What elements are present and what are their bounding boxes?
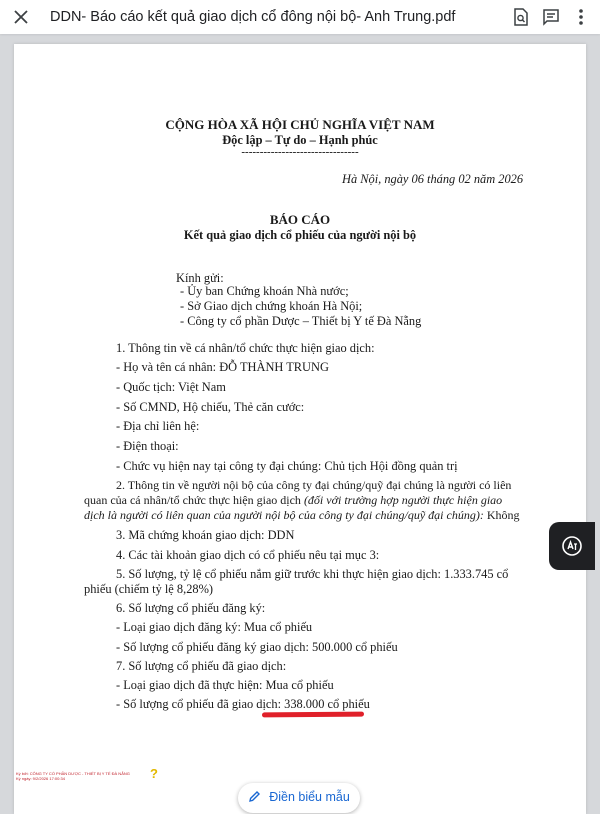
section-1-position: - Chức vụ hiện nay tại công ty đại chúng: Chủ tịch Hội đồng quản trị xyxy=(116,459,458,473)
section-7-type: - Loại giao dịch đã thực hiện: Mua cổ phiếu xyxy=(116,678,334,692)
section-7-quantity: - Số lượng cổ phiếu đã giao dịch: 338.000 cổ phiếu xyxy=(116,697,370,711)
section-1-address: - Địa chỉ liên hệ: xyxy=(116,419,200,433)
section-4: 4. Các tài khoản giao dịch có cổ phiếu nêu tại mục 3: xyxy=(116,548,380,562)
section-1-name: - Họ và tên cá nhân: ĐỖ THÀNH TRUNG xyxy=(116,360,329,374)
top-app-bar xyxy=(0,0,600,34)
section-2-line-3: dịch là người có liên quan của người nội bộ của công ty đại chúng/quỹ đại chúng): Không xyxy=(84,508,520,522)
section-2-line-2: quan của cá nhân/tổ chức thực hiện giao dịch (đối với trường hợp người thực hiện giao xyxy=(84,493,503,507)
digital-signature-stamp: Ký bởi: CÔNG TY CỔ PHẦN DƯỢC - THIẾT BỊ Y TẾ ĐÀ NẴNG Ký ngày: 9/2/2026 17:00:34 xyxy=(16,771,130,781)
comment-icon[interactable] xyxy=(540,6,562,28)
section-5-line-1: 5. Số lượng, tỷ lệ cổ phiếu nắm giữ trước khi thực hiện giao dịch: 1.333.745 cổ xyxy=(116,567,509,581)
place-date: Hà Nội, ngày 06 tháng 02 năm 2026 xyxy=(342,172,524,186)
more-vert-icon[interactable] xyxy=(570,6,592,28)
pdf-page[interactable] xyxy=(14,44,586,814)
edit-pencil-icon xyxy=(248,790,261,803)
section-5-line-2: phiếu (chiếm tỷ lệ 8,28%) xyxy=(84,582,214,596)
search-document-icon[interactable] xyxy=(510,6,532,28)
signature-question-mark: ? xyxy=(150,766,158,781)
document-title: DDN- Báo cáo kết quả giao dịch cổ đông nội bộ- Anh Trung.pdf xyxy=(50,9,456,25)
recipient-2: - Sở Giao dịch chứng khoán Hà Nội; xyxy=(180,299,363,313)
close-icon[interactable] xyxy=(10,6,32,28)
section-1-phone: - Điện thoại: xyxy=(116,439,179,453)
fill-form-label: Điền biểu mẫu xyxy=(269,790,350,804)
fill-form-button[interactable] xyxy=(238,783,360,813)
section-1-id: - Số CMND, Hộ chiếu, Thẻ căn cước: xyxy=(116,400,305,414)
section-2-line-1: 2. Thông tin về người nội bộ của công ty đại chúng/quỹ đại chúng là người có liên xyxy=(116,478,512,492)
header-country: CỘNG HÒA XÃ HỘI CHỦ NGHĨA VIỆT NAM xyxy=(165,117,435,132)
translate-icon xyxy=(561,535,583,557)
section-3: 3. Mã chứng khoán giao dịch: DDN xyxy=(116,528,295,542)
recipient-1: - Ủy ban Chứng khoán Nhà nước; xyxy=(180,284,349,298)
report-subtitle: Kết quả giao dịch cổ phiếu của người nội bộ xyxy=(183,228,417,242)
section-6-type: - Loại giao dịch đăng ký: Mua cổ phiếu xyxy=(116,620,313,634)
recipient-3: - Công ty cổ phần Dược – Thiết bị Y tế Đà Nẵng xyxy=(180,314,422,328)
report-title: BÁO CÁO xyxy=(269,212,331,227)
to-label: Kính gửi: xyxy=(176,271,224,285)
red-highlight-underline xyxy=(262,712,364,718)
header-motto: Độc lập – Tự do – Hạnh phúc xyxy=(222,133,378,147)
header-rule: -------------------------------- xyxy=(241,146,359,158)
section-7-title: 7. Số lượng cổ phiếu đã giao dịch: xyxy=(116,659,287,673)
section-6-title: 6. Số lượng cổ phiếu đăng ký: xyxy=(116,601,266,615)
section-6-quantity: - Số lượng cổ phiếu đăng ký giao dịch: 500.000 cổ phiếu xyxy=(116,640,398,654)
translate-button[interactable] xyxy=(549,522,595,570)
section-1-title: 1. Thông tin về cá nhân/tổ chức thực hiện giao dịch: xyxy=(116,341,375,355)
section-1-nationality: - Quốc tịch: Việt Nam xyxy=(116,380,226,394)
